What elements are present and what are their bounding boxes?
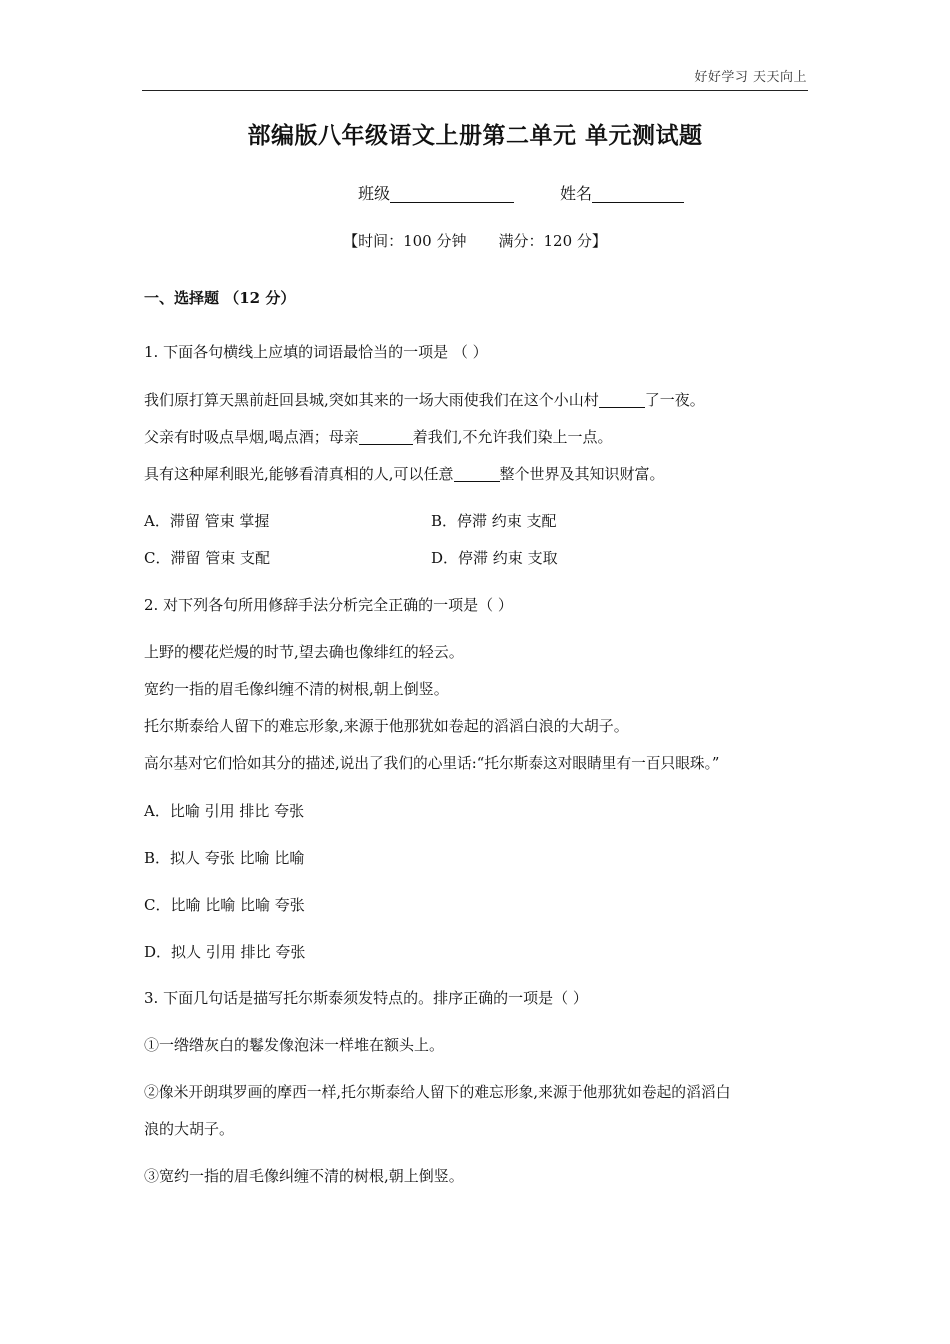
- class-label: 班级: [358, 184, 391, 203]
- q2-option-b[interactable]: B．拟人 夸张 比喻 比喻: [144, 849, 305, 867]
- page-title: 部编版八年级语文上册第二单元 单元测试题: [247, 122, 703, 149]
- q1-option-b[interactable]: B．停滞 约束 支配: [431, 512, 557, 530]
- header-slogan: 好好学习 天天向上: [694, 70, 807, 85]
- name-blank[interactable]: [592, 184, 684, 203]
- q1-s3-blank: [454, 467, 500, 482]
- q3-item-2-line-1: ②像米开朗琪罗画的摩西一样,托尔斯泰给人留下的难忘形象,来源于他那犹如卷起的滔滔白: [144, 1084, 731, 1101]
- q2-sentence-3: 托尔斯泰给人留下的难忘形象,来源于他那犹如卷起的滔滔白浪的大胡子。: [144, 717, 629, 735]
- q1-stem: 1. 下面各句横线上应填的词语最恰当的一项是 （ ）: [144, 343, 488, 361]
- q2-option-c[interactable]: C．比喻 比喻 比喻 夸张: [144, 896, 305, 914]
- q1-sentence-3: [144, 463, 665, 484]
- q1-s1-pre: 我们原打算天黑前赶回县城,突如其来的一场大雨使我们在这个小山村: [144, 391, 599, 409]
- q1-s3-post: 整个世界及其知识财富。: [499, 465, 665, 483]
- q1-s2-post: 着我们,不允许我们染上一点。: [412, 428, 613, 446]
- class-blank[interactable]: [390, 184, 514, 203]
- q1-s2-pre: 父亲有时吸点旱烟,喝点酒；母亲: [144, 428, 359, 446]
- q1-sentence-2: [144, 426, 613, 447]
- header-rule: [142, 90, 808, 91]
- name-label: 姓名: [560, 184, 593, 203]
- q2-sentence-4: 高尔基对它们恰如其分的描述,说出了我们的心里话:“托尔斯泰这对眼睛里有一百只眼珠。”: [144, 755, 720, 772]
- q1-option-c[interactable]: C．滞留 管束 支配: [144, 549, 271, 567]
- class-field[interactable]: [358, 181, 514, 204]
- q3-item-2-line-2: 浪的大胡子。: [144, 1120, 235, 1138]
- full-score: 满分：120 分】: [498, 232, 607, 250]
- q1-option-a[interactable]: A．滞留 管束 掌握: [144, 512, 270, 530]
- q3-stem: 3. 下面几句话是描写托尔斯泰须发特点的。排序正确的一项是（ ）: [144, 989, 588, 1007]
- section-heading: 一、选择题 （12 分）: [144, 289, 296, 307]
- q2-option-a[interactable]: A．比喻 引用 排比 夸张: [144, 802, 305, 820]
- q1-s1-post: 了一夜。: [644, 391, 705, 409]
- q1-option-d[interactable]: D．停滞 约束 支取: [431, 549, 558, 567]
- q2-option-d[interactable]: D．拟人 引用 排比 夸张: [144, 943, 306, 961]
- time-limit: 【时间：100 分钟: [343, 232, 467, 250]
- q2-sentence-1: 上野的樱花烂熳的时节,望去确也像绯红的轻云。: [144, 643, 464, 661]
- q1-sentence-1: [144, 389, 705, 410]
- q1-s3-pre: 具有这种犀利眼光,能够看清真相的人,可以任意: [144, 465, 454, 483]
- q2-sentence-2: 宽约一指的眉毛像纠缠不清的树根,朝上倒竖。: [144, 680, 449, 698]
- time-score-info: [0, 230, 950, 251]
- name-field[interactable]: [560, 181, 684, 204]
- q2-stem: 2. 对下列各句所用修辞手法分析完全正确的一项是（ ）: [144, 596, 513, 614]
- q1-s1-blank: [599, 393, 645, 408]
- q3-item-1: ①一绺绺灰白的鬈发像泡沫一样堆在额头上。: [144, 1036, 445, 1054]
- q1-s2-blank: [359, 430, 413, 445]
- q3-item-3: ③宽约一指的眉毛像纠缠不清的树根,朝上倒竖。: [144, 1167, 464, 1185]
